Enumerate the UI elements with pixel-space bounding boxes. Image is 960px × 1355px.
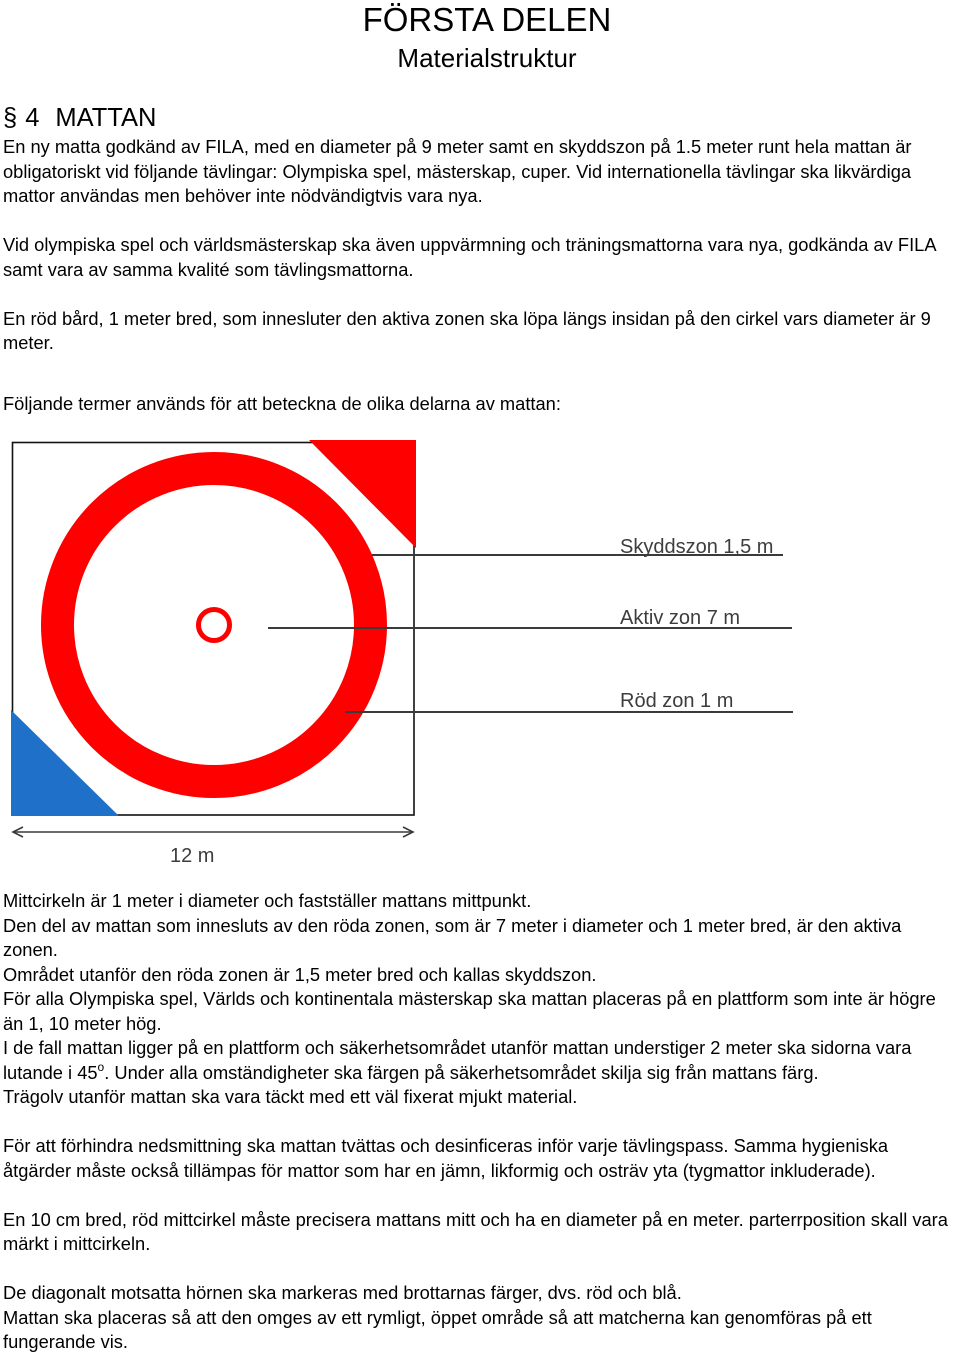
text-line: Vid olympiska spel och världsmästerskap ska även uppvärmning och träningsmattorna vara nya, godkända av FILA: [3, 234, 937, 255]
text-line: En röd bård, 1 meter bred, som innesluter den aktiva zonen ska löpa längs insidan på den cirkel vars diameter är 9: [3, 307, 931, 329]
section-symbol: §: [3, 104, 18, 132]
terms-intro-paragraph: [3, 392, 959, 417]
text-line: än 1, 10 meter hög.: [3, 1012, 162, 1034]
center-circle: [199, 610, 230, 641]
text-line: För att förhindra nedsmittning ska mattan tvättas och desinficeras inför varje tävlingspass. Samma hygieniska: [3, 1135, 889, 1156]
text-line: fungerande vis.: [3, 1331, 129, 1352]
text-line: En 10 cm bred, röd mittcirkel måste precisera mattans mitt och ha en diameter på en meter. parterrposition skall vara: [3, 1208, 948, 1230]
text-line: mattor användas men behöver inte nödvändigtvis vara nya.: [3, 185, 483, 206]
text-line: Mattan ska placeras så att den omges av ett rymligt, öppet område så att matcherna kan genomföras på ett: [3, 1306, 872, 1328]
text-line: Mittcirkeln är 1 meter i diameter och fastställer mattans mittpunkt.: [3, 890, 532, 911]
label-active-zone: Aktiv zon 7 m: [620, 607, 741, 629]
text-line: obligatoriskt vid följande tävlingar: Olympiska spel, mästerskap, cuper. Vid internationella tävlingar ska likvärdiga: [3, 160, 912, 182]
text-segment: lutande i 45: [3, 1061, 98, 1083]
text-line: meter.: [3, 332, 54, 353]
paragraph: [3, 1134, 959, 1183]
paragraph: [3, 233, 959, 282]
section-title: MATTAN: [55, 104, 157, 132]
text-line: De diagonalt motsatta hörnen ska markeras med brottarnas färger, dvs. röd och blå.: [3, 1282, 682, 1303]
body-text: [3, 889, 959, 1355]
text-line: I de fall mattan ligger på en plattform och säkerhetsområdet utanför mattan understiger 2 meter ska sidorna vara: [3, 1037, 912, 1058]
text-line: En ny matta godkänd av FILA, med en diameter på 9 meter samt en skyddszon på 1.5 meter runt hela mattan är: [3, 136, 912, 157]
text-line: Området utanför den röda zonen är 1,5 meter bred och kallas skyddszon.: [3, 963, 597, 985]
paragraph: [3, 307, 959, 356]
label-mat-width: 12 m: [170, 845, 215, 867]
paragraph: [3, 1281, 959, 1355]
mat-diagram: [0, 430, 820, 875]
page-title: FÖRSTA DELEN: [362, 1, 612, 38]
label-protection-zone: Skyddszon 1,5 m: [620, 536, 774, 558]
text-line: Följande termer används för att beteckna de olika delarna av mattan:: [3, 393, 561, 414]
text-line: Den del av mattan som innesluts av den röda zonen, som är 7 meter i diameter och 1 meter bred, är den aktiva: [3, 914, 902, 936]
text-line: åtgärder måste också tillämpas för mattor som har en jämn, likformig och osträv yta (tygmattor inkluderade).: [3, 1159, 876, 1181]
intro-text: [3, 135, 959, 356]
text-line: samt vara av samma kvalité som tävlingsmattorna.: [3, 258, 414, 280]
text-line: [3, 1061, 959, 1086]
section-heading: [3, 103, 156, 133]
label-red-zone: Röd zon 1 m: [620, 690, 734, 712]
paragraph: [3, 135, 959, 209]
paragraph: [3, 889, 959, 1110]
text-line: zonen.: [3, 939, 58, 960]
superscript: o: [97, 1059, 105, 1074]
text-segment: . Under alla omständigheter ska färgen på säkerhetsområdet skilja sig från mattans färg.: [104, 1061, 819, 1083]
text-line: För alla Olympiska spel, Världs och kontinentala mästerskap ska mattan placeras på en plattform som inte är högre: [3, 988, 936, 1009]
paragraph: [3, 1208, 959, 1257]
page-subtitle: Materialstruktur: [397, 43, 577, 73]
section-number: 4: [25, 104, 40, 132]
text-line: märkt i mittcirkeln.: [3, 1233, 151, 1254]
text-line: Trägolv utanför mattan ska vara täckt med ett väl fixerat mjukt material.: [3, 1086, 578, 1107]
